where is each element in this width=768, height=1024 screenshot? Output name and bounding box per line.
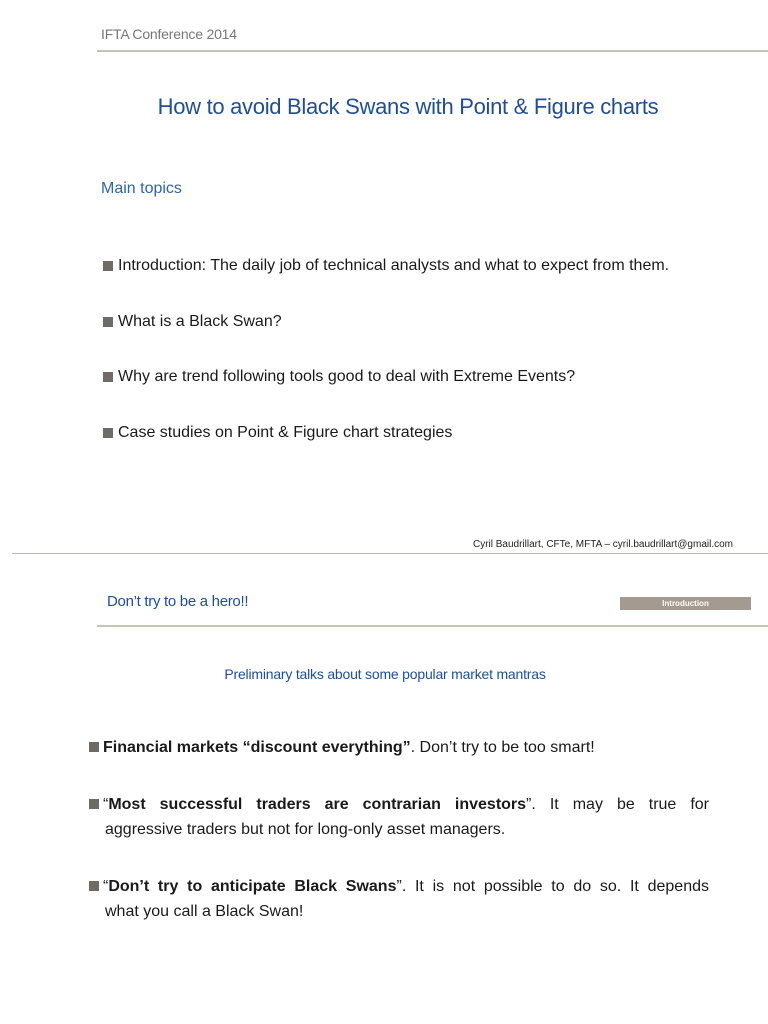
topic-item: [103, 424, 452, 442]
bullet-square-icon: [89, 799, 99, 809]
mantra-item: [89, 735, 709, 760]
topic-item: [103, 313, 282, 331]
mantra-line: [89, 874, 709, 899]
topic-item: [103, 368, 575, 386]
open-quote: “: [103, 796, 109, 813]
topic-text: Case studies on Point & Figure chart strategies: [118, 424, 453, 441]
mantra-bold: Most successful traders are contrarian investors: [108, 796, 527, 813]
page-divider: [12, 553, 768, 554]
bullet-square-icon: [103, 372, 113, 382]
mantra-item: [89, 792, 709, 842]
mantra-bold: Financial markets “discount everything”: [103, 739, 411, 756]
mantra-line-2: aggressive traders but not for long-only asset managers.: [105, 821, 506, 838]
mantra-rest: ”. It is not possible to do so. It depends: [396, 878, 709, 895]
header-rule: [97, 50, 768, 52]
mantra-line: [89, 735, 709, 760]
open-quote: “: [103, 878, 109, 895]
bullet-square-icon: [103, 317, 113, 327]
topic-text: What is a Black Swan?: [118, 313, 282, 330]
mantra-rest: . Don’t try to be too smart!: [410, 739, 595, 756]
conference-label: IFTA Conference 2014: [101, 26, 237, 42]
section-heading: Main topics: [101, 180, 182, 197]
section-badge: Introduction: [620, 597, 751, 610]
mantra-line-2: what you call a Black Swan!: [105, 903, 304, 920]
topic-text: Introduction: The daily job of technical analysts and what to expect from them.: [118, 257, 670, 274]
bullet-square-icon: [103, 428, 113, 438]
topic-text: Why are trend following tools good to deal with Extreme Events?: [118, 368, 576, 385]
slide-title: How to avoid Black Swans with Point & Figure charts: [157, 94, 659, 119]
bullet-square-icon: [89, 742, 99, 752]
bullet-square-icon: [89, 881, 99, 891]
author-signature: Cyril Baudrillart, CFTe, MFTA – cyril.baudrillart@gmail.com: [472, 539, 733, 550]
bullet-square-icon: [103, 261, 113, 271]
header-rule-2: [97, 625, 768, 627]
topic-item: [103, 257, 669, 275]
mantra-item: [89, 874, 709, 924]
slide-subtitle: Preliminary talks about some popular market mantras: [224, 666, 546, 682]
mantra-bold: Don’t try to anticipate Black Swans: [108, 878, 397, 895]
mantra-rest: ”. It may be true for: [526, 796, 710, 813]
mantra-line: [89, 792, 709, 817]
slide-title-2: Don’t try to be a hero!!: [107, 593, 249, 610]
